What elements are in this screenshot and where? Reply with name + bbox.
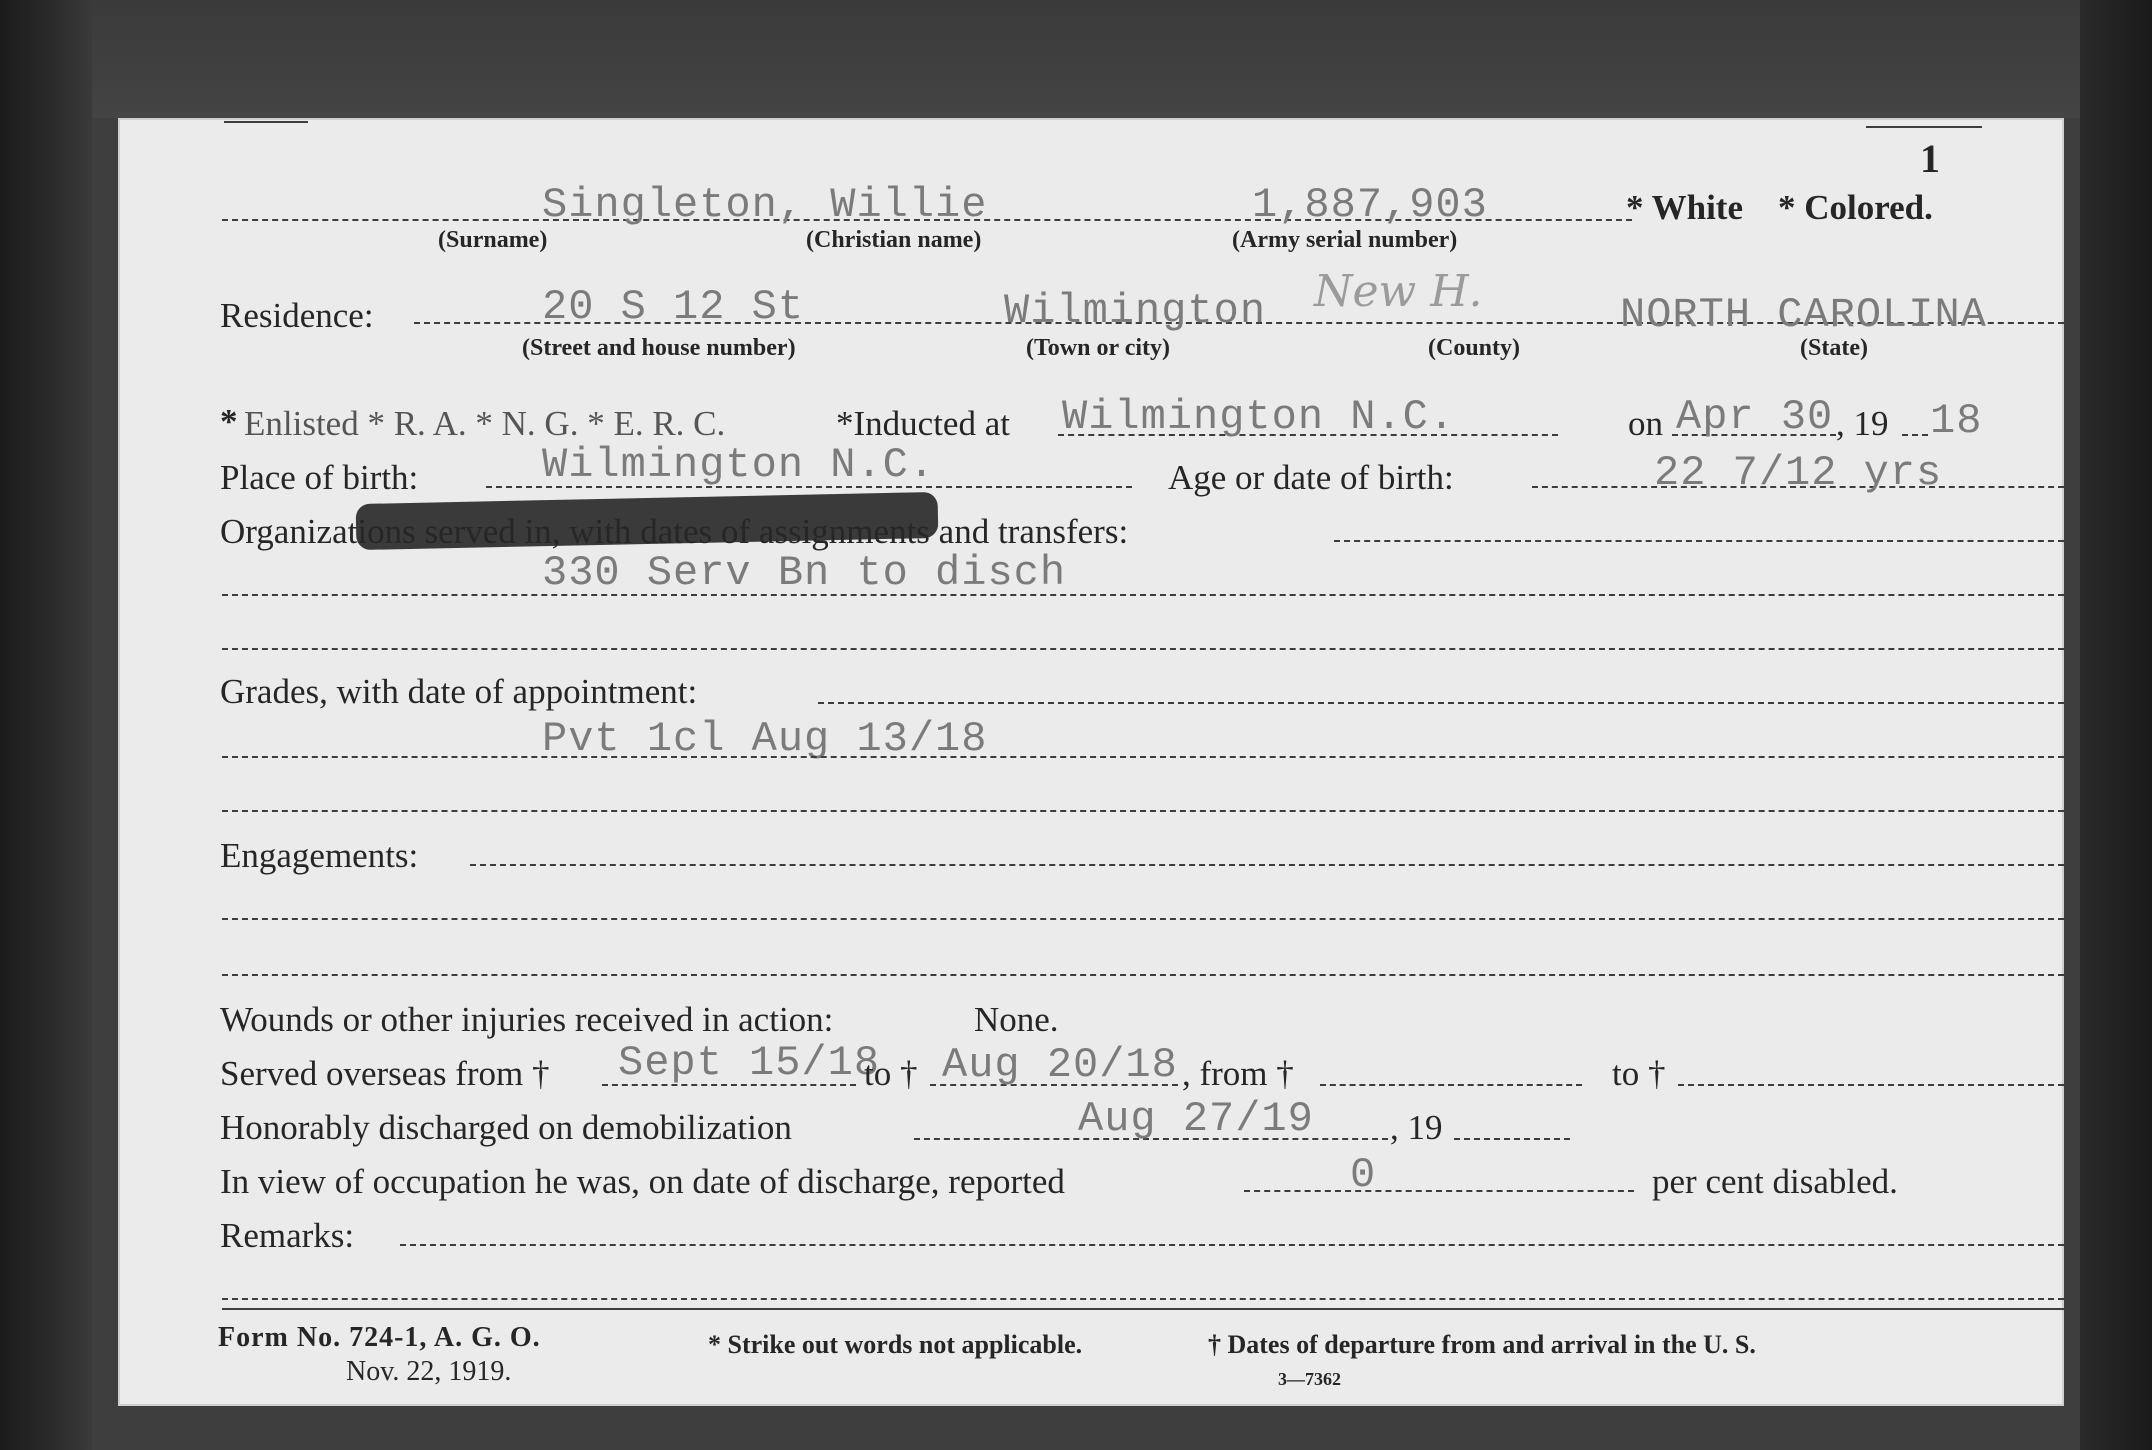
inducted-year-line [1902, 434, 1928, 436]
serial-value: 1,887,903 [1252, 181, 1488, 229]
grades-line-3 [222, 810, 2064, 812]
discharge-year-prefix: , 19 [1390, 1108, 1443, 1147]
form-date: Nov. 22, 1919. [346, 1356, 512, 1387]
wounds-label: Wounds or other injuries received in action: [220, 1000, 834, 1039]
organizations-line-2 [222, 594, 2064, 596]
engagements-label: Engagements: [220, 836, 419, 875]
grades-line-2 [222, 756, 2064, 758]
form-number: Form No. 724-1, A. G. O. [218, 1322, 541, 1353]
overseas-to2-label: to † [1612, 1054, 1666, 1093]
discharge-date: Aug 27/19 [1078, 1095, 1314, 1143]
inducted-label: *Inducted at [836, 404, 1010, 443]
race-colored-option: * Colored. [1778, 188, 1933, 227]
street-caption: (Street and house number) [522, 335, 796, 361]
organizations-line-1 [1334, 540, 2064, 542]
discharge-label: Honorably discharged on demobilization [220, 1108, 792, 1147]
christian-name-caption: (Christian name) [806, 227, 982, 253]
organizations-label: Organizations served in, with dates of assignments and transfers: [220, 512, 1129, 551]
top-right-rule [1866, 126, 1982, 128]
service-record-card [118, 118, 2064, 1406]
state-caption: (State) [1800, 335, 1868, 361]
inducted-year: 18 [1930, 397, 1983, 445]
engagements-line-2 [222, 918, 2064, 920]
grades-entry: Pvt 1cl Aug 13/18 [542, 715, 988, 763]
inducted-date: Apr 30 [1676, 393, 1834, 441]
disability-suffix: per cent disabled. [1652, 1162, 1898, 1201]
remarks-label: Remarks: [220, 1216, 355, 1255]
disability-value: 0 [1350, 1151, 1377, 1199]
overseas-to-date: Aug 20/18 [942, 1041, 1178, 1089]
age-value: 22 7/12 yrs [1654, 449, 1943, 497]
name-value: Singleton, Willie [542, 181, 988, 229]
remarks-line-1 [400, 1244, 2064, 1246]
wounds-value: None. [974, 1000, 1059, 1039]
residence-county: New H. [1314, 266, 1483, 317]
organizations-entry: 330 Serv Bn to disch [542, 549, 1067, 597]
remarks-line-2 [222, 1298, 2064, 1300]
overseas-from-date: Sept 15/18 [618, 1039, 881, 1087]
surname-caption: (Surname) [438, 227, 548, 253]
engagements-line-1 [470, 864, 2064, 866]
residence-label: Residence: [220, 296, 374, 335]
strike-out-note: * Strike out words not applicable. [708, 1330, 1083, 1359]
footer-rule [222, 1308, 2064, 1310]
enlisted-star: * [220, 402, 238, 441]
race-white-option: * White [1626, 188, 1743, 227]
enlisted-options: Enlisted * R. A. * N. G. * E. R. C. [244, 404, 726, 443]
overseas-to-label: to † [864, 1054, 918, 1093]
disability-line [1244, 1190, 1634, 1192]
top-left-rule [224, 121, 308, 123]
scan-background-right [2080, 0, 2152, 1450]
grades-line-1 [818, 702, 2064, 704]
dates-note: † Dates of departure from and arrival in the U. S. [1208, 1330, 1756, 1359]
overseas-to2-line [1678, 1084, 2064, 1086]
inducted-place: Wilmington N.C. [1062, 393, 1456, 441]
inducted-on-label: on [1628, 404, 1663, 443]
grades-label: Grades, with date of appointment: [220, 672, 698, 711]
residence-state: NORTH CAROLINA [1620, 291, 1987, 339]
print-code: 3—7362 [1278, 1369, 1341, 1389]
organizations-line-3 [222, 648, 2064, 650]
serial-caption: (Army serial number) [1232, 227, 1458, 253]
residence-street: 20 S 12 St [542, 283, 805, 331]
overseas-from2-line [1320, 1084, 1582, 1086]
birth-place-value: Wilmington N.C. [542, 441, 936, 489]
engagements-line-3 [222, 974, 2064, 976]
overseas-label: Served overseas from † [220, 1054, 550, 1093]
county-caption: (County) [1428, 335, 1521, 361]
discharge-year-line [1454, 1138, 1570, 1140]
age-label: Age or date of birth: [1168, 458, 1454, 497]
scan-background-left [0, 0, 92, 1450]
card-number: 1 [1920, 136, 1940, 181]
disability-label: In view of occupation he was, on date of discharge, reported [220, 1162, 1065, 1201]
inducted-year-prefix: , 19 [1836, 404, 1889, 443]
overseas-from2-label: , from † [1182, 1054, 1294, 1093]
town-caption: (Town or city) [1026, 335, 1170, 361]
scan-background-top [0, 0, 2152, 118]
residence-town: Wilmington [1004, 287, 1267, 335]
birth-place-label: Place of birth: [220, 458, 419, 497]
